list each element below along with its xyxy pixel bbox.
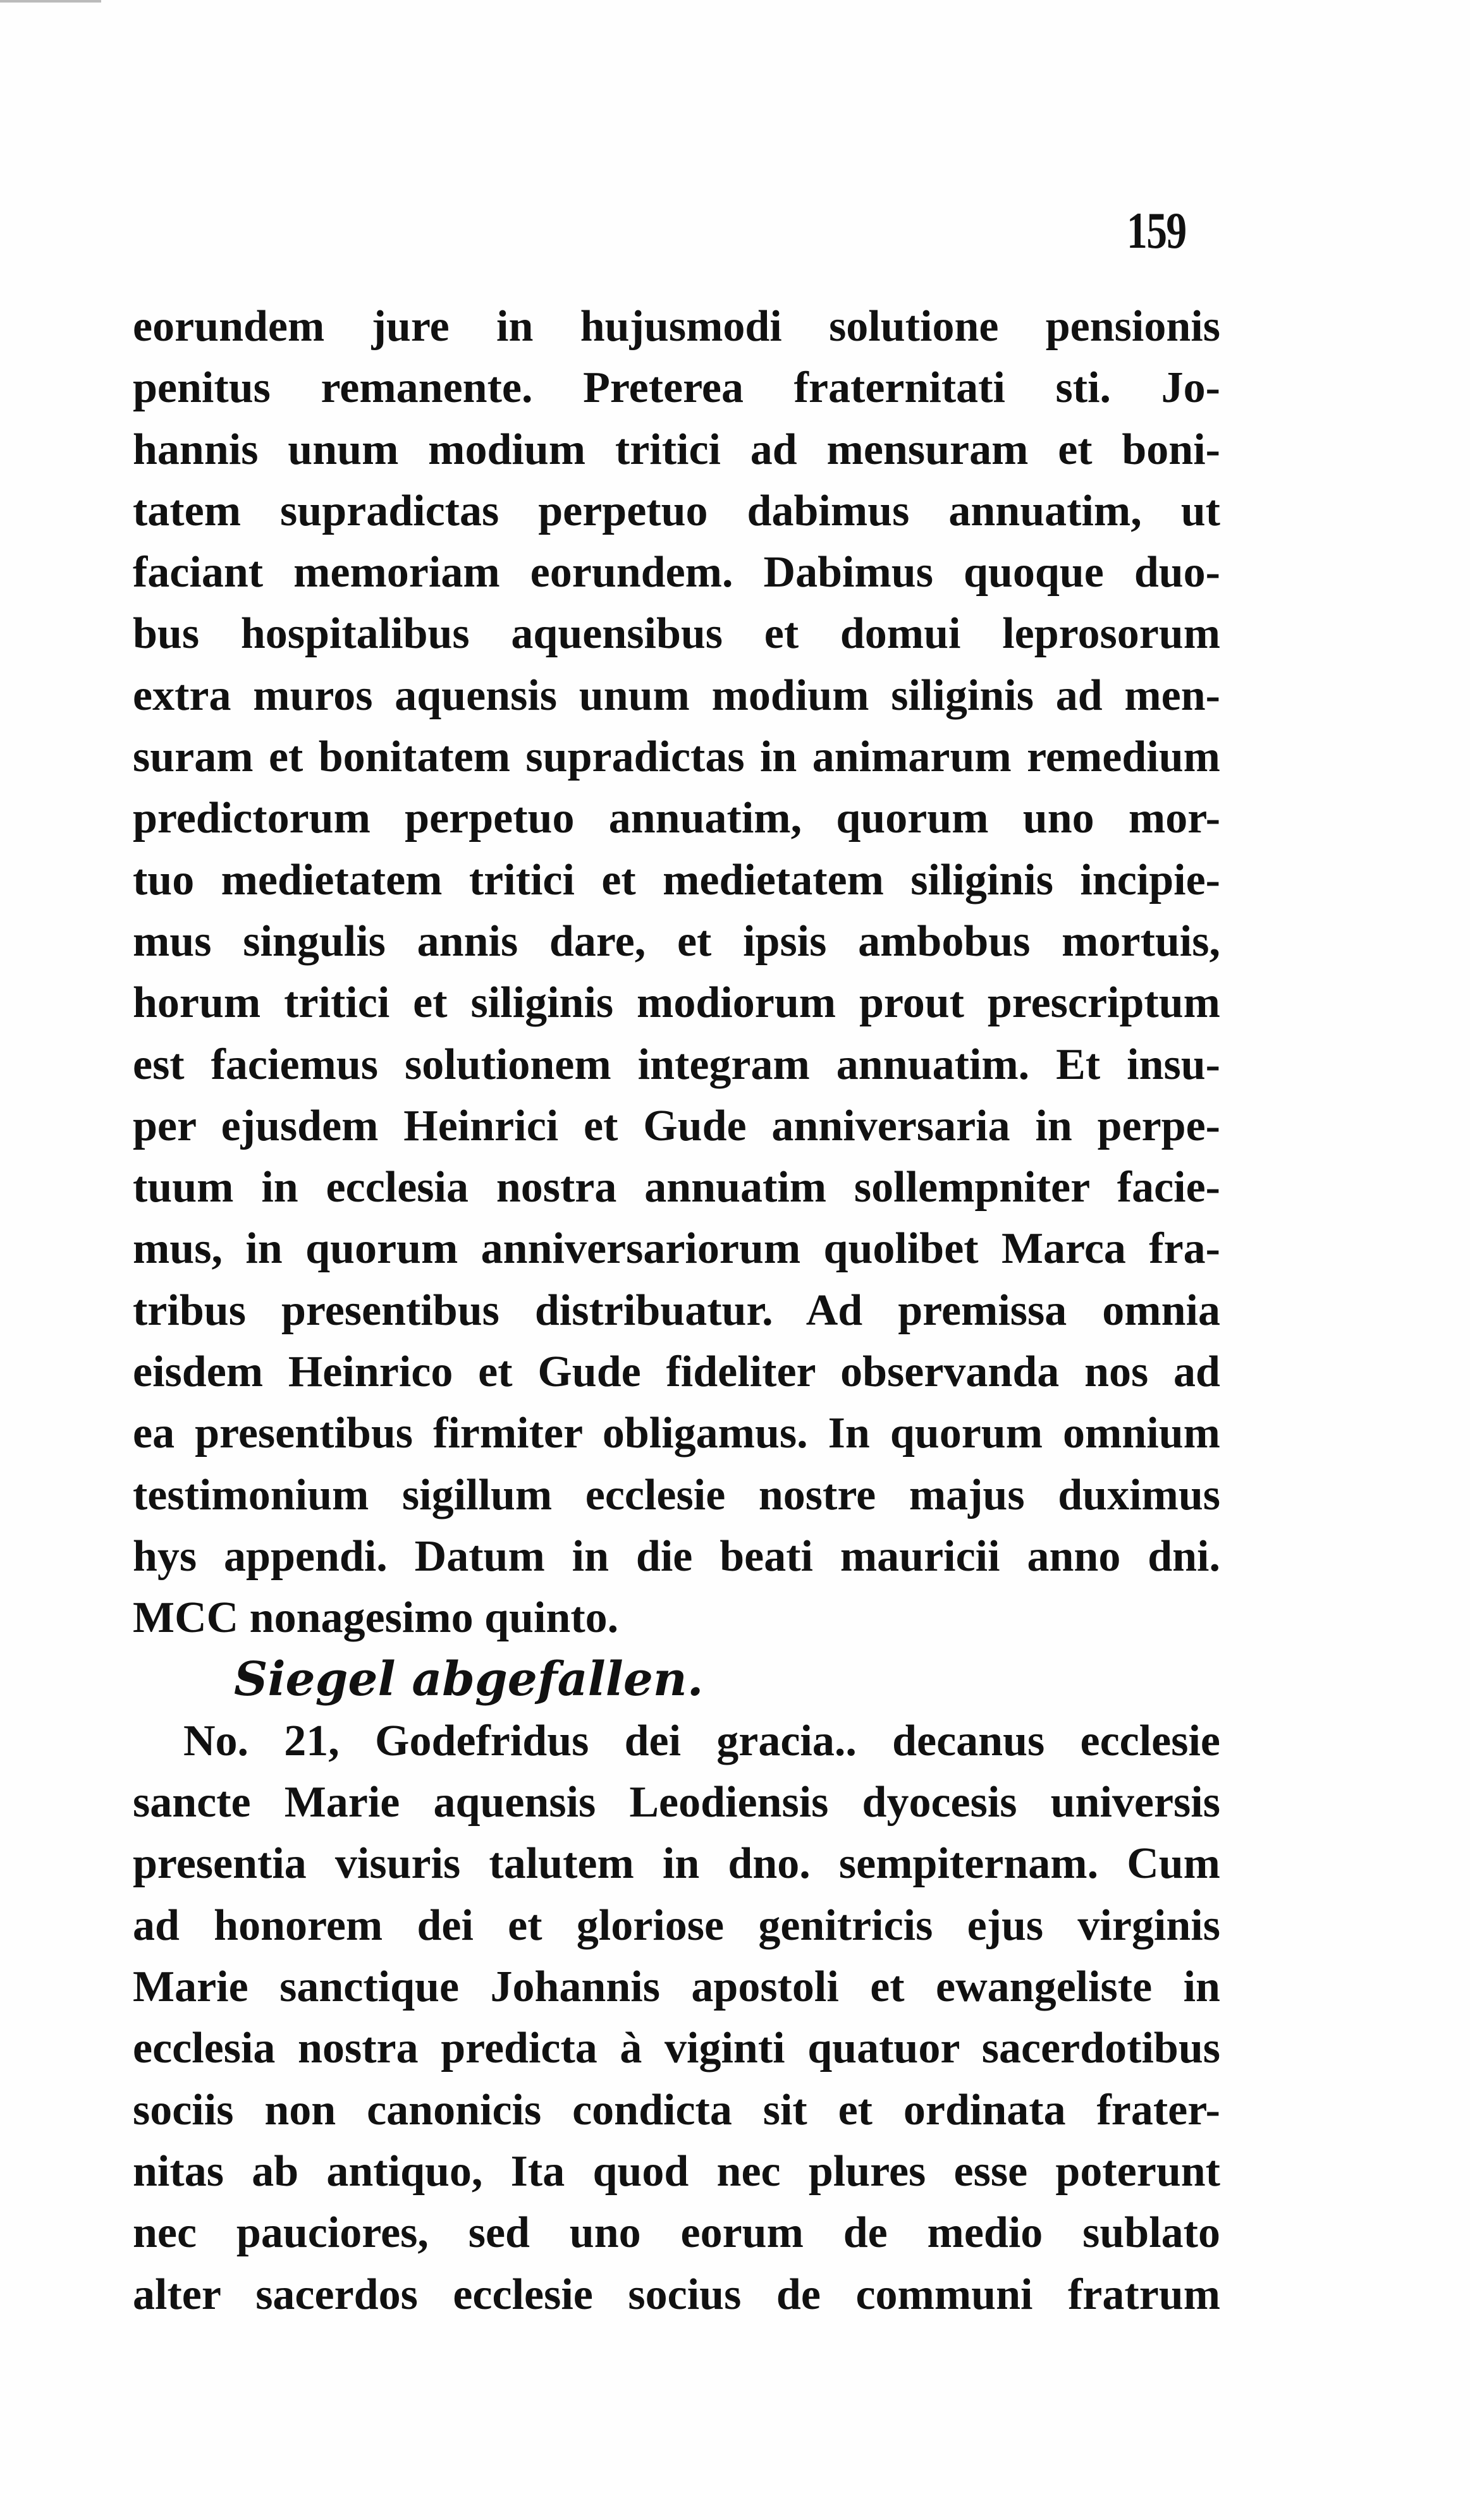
text-line: testimonium sigillum ecclesie nostre majus duximus <box>133 1470 1220 1519</box>
page-body <box>133 296 1220 2325</box>
text-line: per ejusdem Heinrici et Gude anniversaria in perpe- <box>133 1101 1220 1150</box>
text-line: est faciemus solutionem integram annuatim. Et insu- <box>133 1040 1220 1089</box>
text-line: suram et bonitatem supradictas in animarum remedium <box>133 733 1220 782</box>
text-line: eisdem Heinrico et Gude fideliter observanda nos ad <box>133 1348 1220 1397</box>
text-line: Marie sanctique Johannis apostoli et ewangeliste in <box>133 1963 1220 2012</box>
text-line: ecclesia nostra predicta à viginti quatuor sacerdotibus <box>133 2024 1220 2073</box>
text-line: sancte Marie aquensis Leodiensis dyocesis universis <box>133 1778 1220 1827</box>
text-line: bus hospitalibus aquensibus et domui leprosorum <box>133 609 1220 659</box>
text-line: hannis unum modium tritici ad mensuram et boni- <box>133 425 1220 474</box>
text-line: horum tritici et siliginis modiorum prout prescriptum <box>133 978 1220 1028</box>
text-line: hys appendi. Datum in die beati mauricii anno dni. <box>133 1531 1220 1581</box>
text-line: mus singulis annis dare, et ipsis ambobus mortuis, <box>133 916 1220 966</box>
text-line: alter sacerdos ecclesie socius de communi fratrum <box>133 2270 1220 2319</box>
text-line: nitas ab antiquo, Ita quod nec plures esse poterunt <box>133 2146 1220 2196</box>
text-line: tuum in ecclesia nostra annuatim sollempniter facie- <box>133 1163 1220 1212</box>
text-line: predictorum perpetuo annuatim, quorum uno mor- <box>133 794 1220 843</box>
seal-note-heading: Siegel abgefallen. <box>234 1652 704 1707</box>
text-line: extra muros aquensis unum modium siliginis ad men- <box>133 671 1220 720</box>
text-line: mus, in quorum anniversariorum quolibet Marca fra- <box>133 1224 1220 1274</box>
text-line: nec pauciores, sed uno eorum de medio sublato <box>133 2208 1220 2258</box>
text-line: tuo medietatem tritici et medietatem siliginis incipie- <box>133 855 1220 904</box>
scan-edge-shadow <box>0 0 101 3</box>
text-line-last: MCC nonagesimo quinto. <box>133 1593 619 1643</box>
text-line: No. 21, Godefridus dei gracia.. decanus ecclesie <box>183 1716 1220 1765</box>
text-line: tatem supradictas perpetuo dabimus annuatim, ut <box>133 486 1220 535</box>
text-line: faciant memoriam eorundem. Dabimus quoque duo- <box>133 548 1220 597</box>
page-number: 159 <box>1127 202 1186 259</box>
text-line: sociis non canonicis condicta sit et ordinata frater- <box>133 2085 1220 2134</box>
text-line: tribus presentibus distribuatur. Ad premissa omnia <box>133 1286 1220 1335</box>
text-line: presentia visuris talutem in dno. sempiternam. Cum <box>133 1839 1220 1889</box>
text-line: ad honorem dei et gloriose genitricis ejus virginis <box>133 1901 1220 1950</box>
text-line: ea presentibus firmiter obligamus. In quorum omnium <box>133 1409 1220 1458</box>
text-line: eorundem jure in hujusmodi solutione pensionis <box>133 302 1220 351</box>
text-line: penitus remanente. Preterea fraternitati sti. Jo- <box>133 363 1220 413</box>
